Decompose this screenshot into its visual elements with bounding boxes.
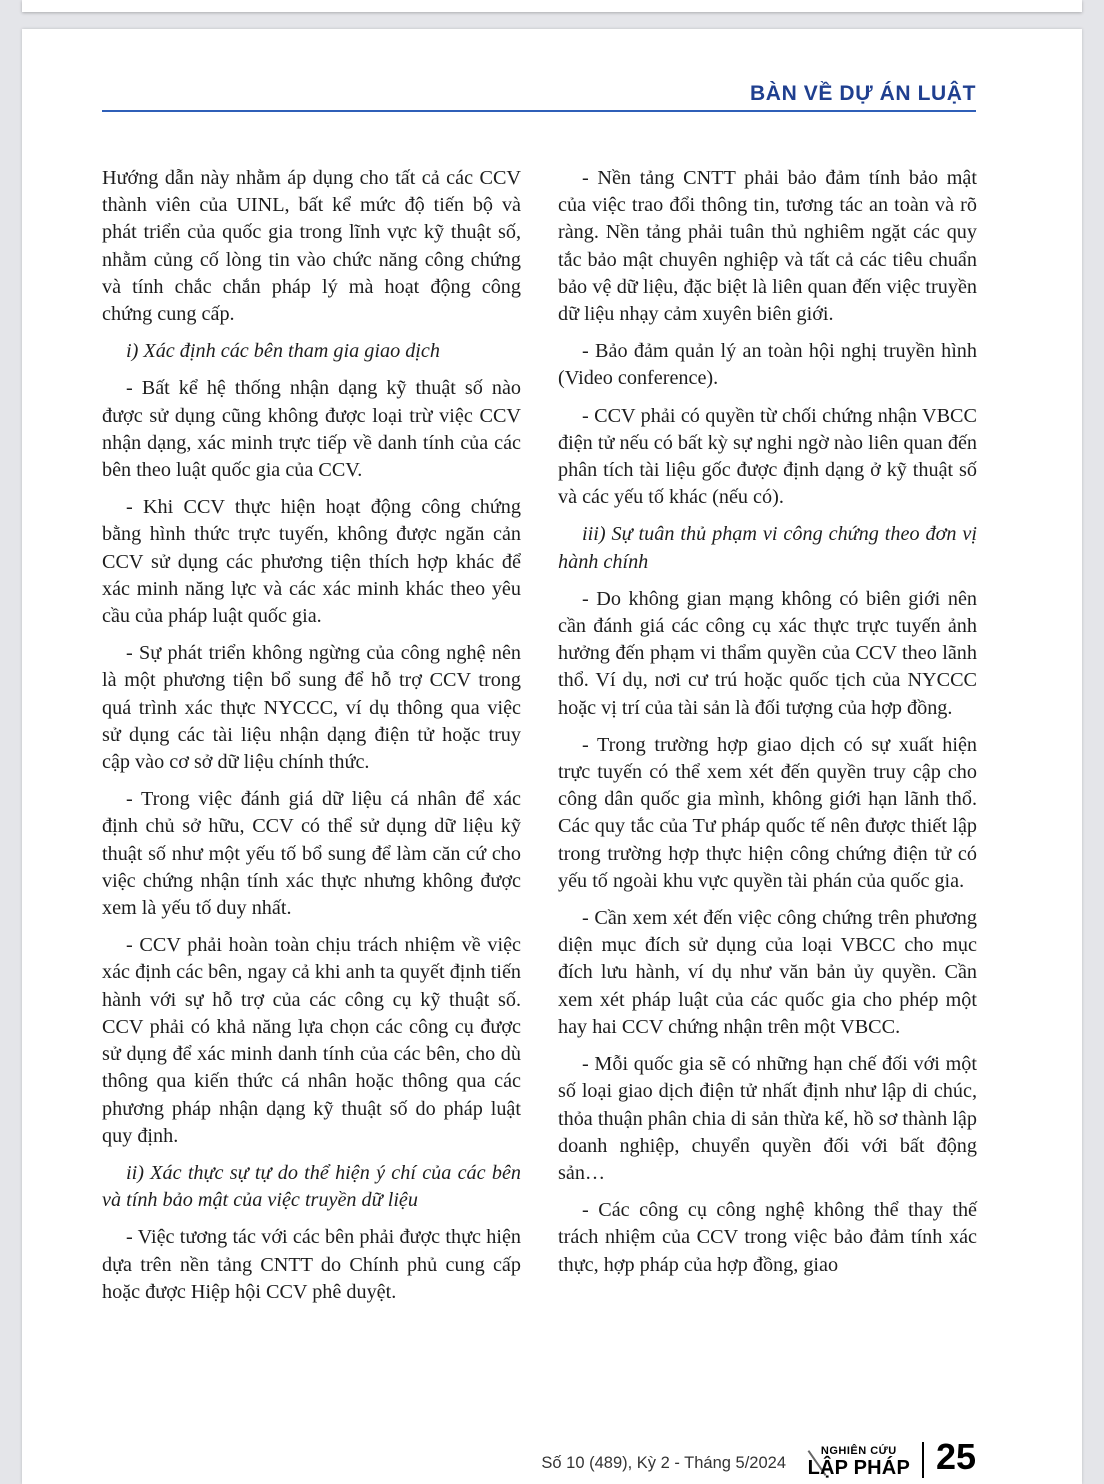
left-column	[102, 165, 521, 1316]
paragraph: - Trong việc đánh giá dữ liệu cá nhân để xác định chủ sở hữu, CCV có thể sử dụng dữ liệu kỹ thuật số như một yếu tố bổ sung để làm căn cứ cho việc chứng nhận tính xác thực nhưng không được xem là yếu tố duy nhất.	[102, 788, 521, 920]
logo-top-text: NGHIÊN CỨU	[820, 1445, 897, 1457]
paragraph: - Các công cụ công nghệ không thể thay thế trách nhiệm của CCV trong việc bảo đảm tính xác thực, hợp pháp của hợp đồng, giao	[558, 1199, 977, 1276]
page-number: 25	[935, 1436, 976, 1477]
paragraph: - Do không gian mạng không có biên giới nên cần đánh giá các công cụ xác thực trực tuyến ảnh hưởng đến phạm vi thẩm quyền của CCV theo lãnh thổ. Ví dụ, nơi cư trú hoặc quốc tịch của NYCCC hoặc vị trí của tài sản là đối tượng của hợp đồng.	[558, 587, 977, 719]
section-heading: iii) Sự tuân thủ phạm vi công chứng theo đơn vị hành chính	[558, 523, 977, 573]
section-heading: i) Xác định các bên tham gia giao dịch	[126, 340, 440, 363]
paragraph: - CCV phải hoàn toàn chịu trách nhiệm về việc xác định các bên, ngay cả khi anh ta quyết định tiến hành với sự hỗ trợ của các công cụ kỹ thuật số. CCV phải có khả năng lựa chọn các công cụ được sử dụng để xác minh danh tính của các bên, cho dù thông qua kiến thức cá nhân hoặc thông qua các phương pháp nhận dạng kỹ thuật số do pháp luật quy định.	[102, 934, 521, 1147]
paragraph: - Bất kể hệ thống nhận dạng kỹ thuật số nào được sử dụng cũng không được loại trừ việc CCV nhận dạng, xác minh trực tiếp về danh tính của các bên theo luật quốc gia của CCV.	[102, 377, 521, 482]
paragraph: - CCV phải có quyền từ chối chứng nhận VBCC điện tử nếu có bất kỳ sự nghi ngờ nào liên quan đến phân tích tài liệu gốc được định dạng ở kỹ thuật số và các yếu tố khác (nếu có).	[558, 404, 977, 509]
header-rule	[102, 110, 976, 112]
paragraph: - Cần xem xét đến việc công chứng trên phương diện mục đích sử dụng của loại VBCC cho mục đích lưu hành, ví dụ như văn bản ủy quyền. Cần xem xét pháp luật của các quốc gia cho phép một hay hai CCV chứng nhận trên một VBCC.	[558, 907, 977, 1038]
section-heading: ii) Xác thực sự tự do thể hiện ý chí của các bên và tính bảo mật của việc truyền dữ liệu	[102, 1161, 521, 1212]
section-header	[102, 82, 976, 106]
paragraph: Hướng dẫn này nhằm áp dụng cho tất cả các CCV thành viên của UINL, bất kể mức độ tiến bộ và phát triển của quốc gia trong lĩnh vực kỹ thuật số, nhằm củng cố lòng tin vào chức năng công chứng và tính chắc chắn pháp lý mà hoạt động công chứng cung cấp.	[102, 167, 521, 326]
page-footer	[102, 1434, 976, 1478]
paragraph: - Bảo đảm quản lý an toàn hội nghị truyền hình (Video conference).	[558, 340, 977, 390]
logo-bottom-text: LẬP PHÁP	[807, 1457, 910, 1479]
paragraph: - Sự phát triển không ngừng của công nghệ nên là một phương tiện bổ sung để hỗ trợ CCV trong quá trình xác thực NYCCC, ví dụ thông qua việc sử dụng các tài liệu nhận dạng điện tử hoặc truy cập vào cơ sở dữ liệu chính thức.	[102, 642, 521, 774]
paragraph: - Việc tương tác với các bên phải được thực hiện dựa trên nền tảng CNTT do Chính phủ cung cấp hoặc được Hiệp hội CCV phê duyệt.	[102, 1226, 521, 1303]
paragraph: - Trong trường hợp giao dịch có sự xuất hiện trực tuyến có thể xem xét đến quyền truy cập cho công dân quốc gia mình, không giới hạn lãnh thổ. Các quy tắc của Tư pháp quốc tế nên được thiết lập trong trường hợp thực hiện công chứng điện tử có yếu tố ngoài khu vực quyền tài phán của quốc gia.	[558, 733, 977, 892]
previous-page-edge	[22, 0, 1082, 12]
issue-info: Số 10 (489), Kỳ 2 - Tháng 5/2024	[541, 1454, 786, 1472]
paragraph: - Mỗi quốc gia sẽ có những hạn chế đối với một số loại giao dịch điện tử nhất định như lập di chúc, thỏa thuận phân chia di sản thừa kế, hồ sơ thành lập doanh nghiệp, chuyển quyền đối với bất động sản…	[558, 1053, 977, 1184]
paragraph: - Nền tảng CNTT phải bảo đảm tính bảo mật của việc trao đổi thông tin, tương tác an toàn và rõ ràng. Nền tảng phải tuân thủ nghiêm ngặt các quy tắc bảo mật chuyên nghiệp và tất cả các tiêu chuẩn bảo vệ dữ liệu, đặc biệt là liên quan đến việc truyền dữ liệu nhạy cảm xuyên biên giới.	[558, 167, 977, 326]
paragraph: - Khi CCV thực hiện hoạt động công chứng bằng hình thức trực tuyến, không được ngăn cản CCV sử dụng các phương tiện thích hợp khác để xác minh năng lực và các xác minh khác theo yêu cầu của pháp luật quốc gia.	[102, 496, 521, 628]
magazine-logo	[808, 1446, 910, 1478]
footer-vertical-divider	[922, 1442, 924, 1478]
section-title: BÀN VỀ DỰ ÁN LUẬT	[750, 82, 976, 105]
magazine-page	[22, 29, 1082, 1484]
right-column	[558, 165, 977, 1289]
